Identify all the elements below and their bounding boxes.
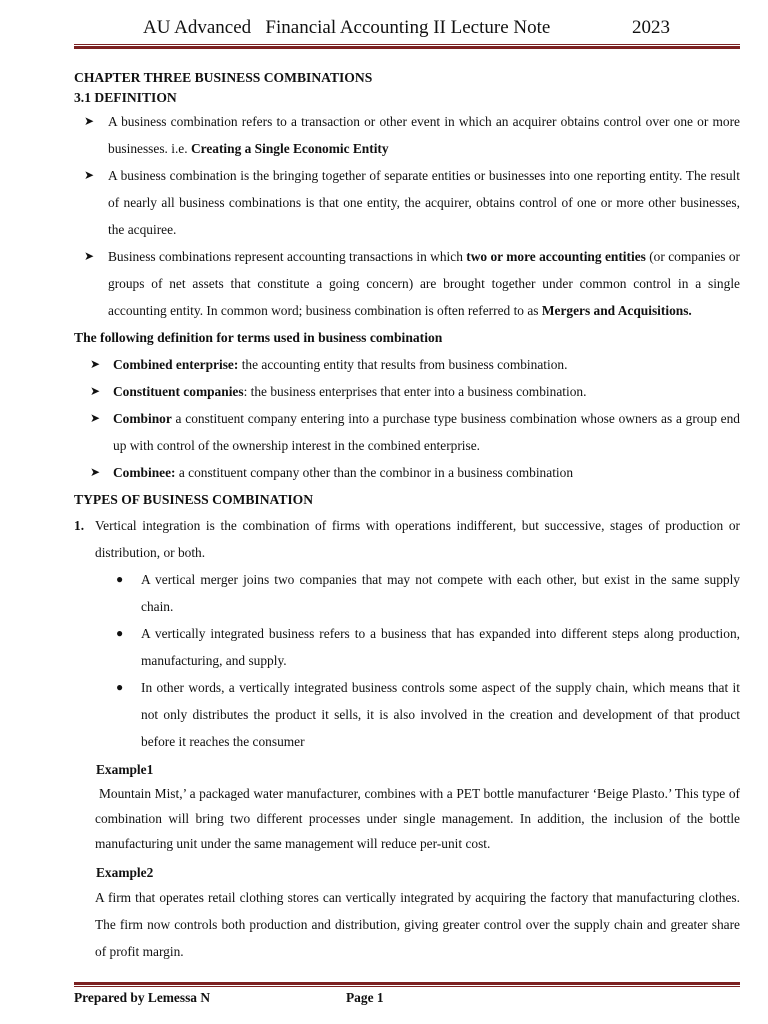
list-item: ● In other words, a vertically integrated business controls some aspect of the supply chain, which means that it not only distributes the product it sells, it is also involved in the creation and development of that product before it reaches the consumer (74, 674, 740, 755)
dot-bullet-icon: ● (116, 626, 124, 640)
footer-page: Page 1 (346, 990, 384, 1005)
page-number: 1 (376, 990, 384, 1005)
list-item: ● A vertically integrated business refers to a business that has expanded into different steps along production, manufacturing, and supply. (74, 620, 740, 674)
example-2-label: Example2 (96, 865, 154, 880)
example-1-text: Mountain Mist,’ a packaged water manufacturer, combines with a PET bottle manufacturer ‘Beige Plasto.’ This type of combination will bring two different processes under single management. In addition, the inclusion of the bottle manufacturing unit under the same management will reduce per-unit cost. (95, 786, 740, 851)
arrow-bullet-icon: ➤ (90, 411, 101, 425)
footer-rule-thick (74, 982, 740, 985)
example-2-text: A firm that operates retail clothing stores can vertically integrated by acquiring the factory that manufacturing clothes. The firm now controls both production and distribution, giving greater control over the supply chain and greater share of profit margin. (95, 890, 740, 959)
dot-bullet-icon: ● (116, 680, 124, 694)
header-year: 2023 (632, 17, 670, 38)
type-item (74, 512, 740, 566)
example-1-label: Example1 (96, 762, 154, 777)
terms-heading: The following definition for terms used in business combination (74, 330, 443, 345)
list-item: ➤ Business combinations represent accounting transactions in which two or more accounting entities (or companies or groups of net assets that constitute a going concern) are brought together under common control in a single accounting entity. In common word; business combination is often referred to as Mergers and Acquisitions. (74, 243, 740, 324)
arrow-bullet-icon: ➤ (84, 249, 95, 263)
chapter-title: CHAPTER THREE BUSINESS COMBINATIONS (74, 70, 373, 85)
terms-list (74, 351, 740, 486)
arrow-bullet-icon: ➤ (90, 357, 101, 371)
page-footer (74, 990, 740, 1008)
arrow-bullet-icon: ➤ (84, 114, 95, 128)
section-title: 3.1 DEFINITION (74, 90, 177, 105)
list-item: ● A vertical merger joins two companies that may not compete with each other, but exist in the same supply chain. (74, 566, 740, 620)
list-item: ➤ A business combination is the bringing together of separate entities or businesses into one reporting entity. The result of nearly all business combinations is that one entity, the acquirer, obtains control of one or more other businesses, the acquiree. (74, 162, 740, 243)
vertical-points-list (74, 566, 740, 755)
page-content (74, 68, 740, 965)
header-title: AU Advanced Financial Accounting II Lecture Note (143, 17, 551, 38)
list-item: ➤ A business combination refers to a transaction or other event in which an acquirer obtains control over one or more businesses. i.e. Creating a Single Economic Entity (74, 108, 740, 162)
type-number: 1. (74, 518, 85, 533)
arrow-bullet-icon: ➤ (90, 465, 101, 479)
header-rule-thick (74, 46, 740, 49)
footer-rule-thin (74, 986, 740, 987)
list-item: ➤ Combinee: a constituent company other than the combinor in a business combination (74, 459, 740, 486)
dot-bullet-icon: ● (116, 572, 124, 586)
list-item: ➤ Combinor a constituent company entering into a purchase type business combination whose owners as a group end up with control of the ownership interest in the combined enterprise. (74, 405, 740, 459)
list-item: ➤ Combined enterprise: the accounting entity that results from business combination. (74, 351, 740, 378)
types-heading: TYPES OF BUSINESS COMBINATION (74, 492, 314, 507)
footer-author: Prepared by Lemessa N (74, 990, 211, 1005)
arrow-bullet-icon: ➤ (90, 384, 101, 398)
arrow-bullet-icon: ➤ (84, 168, 95, 182)
page-header (74, 17, 740, 43)
type-text: Vertical integration is the combination of firms with operations indifferent, but successive, stages of production or distribution, or both. (95, 518, 740, 560)
list-item: ➤ Constituent companies: the business enterprises that enter into a business combination. (74, 378, 740, 405)
header-rule-thin (74, 44, 740, 45)
definition-list (74, 108, 740, 324)
